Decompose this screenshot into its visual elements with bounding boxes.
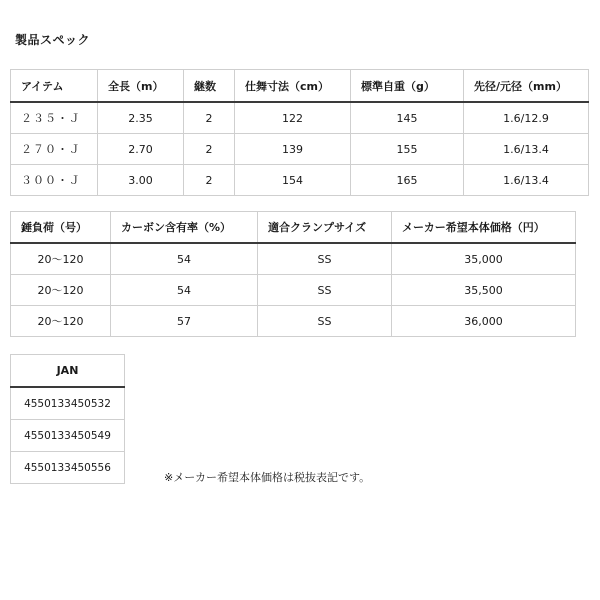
clamp-cell: SS bbox=[258, 306, 392, 337]
col-closed-length-header: 仕舞寸法（cm） bbox=[235, 70, 351, 103]
table-row bbox=[11, 134, 589, 165]
jan-code-cell: 4550133450549 bbox=[11, 420, 125, 452]
closed-length-cell: 122 bbox=[235, 102, 351, 134]
item-cell: ３００・Ｊ bbox=[11, 165, 98, 196]
diameter-cell: 1.6/13.4 bbox=[464, 165, 589, 196]
clamp-cell: SS bbox=[258, 243, 392, 275]
spec-header-row bbox=[11, 70, 589, 103]
jan-header-row bbox=[11, 355, 125, 388]
table-row bbox=[11, 243, 576, 275]
col-clamp-header: 適合クランプサイズ bbox=[258, 212, 392, 244]
table-row bbox=[11, 452, 125, 484]
pieces-cell: 2 bbox=[184, 102, 235, 134]
weight-cell: 165 bbox=[351, 165, 464, 196]
diameter-cell: 1.6/13.4 bbox=[464, 134, 589, 165]
table-row bbox=[11, 165, 589, 196]
jan-table bbox=[10, 354, 125, 484]
pieces-cell: 2 bbox=[184, 165, 235, 196]
col-pieces-header: 継数 bbox=[184, 70, 235, 103]
spec-table bbox=[10, 69, 589, 196]
length-cell: 3.00 bbox=[98, 165, 184, 196]
col-carbon-header: カーボン含有率（%） bbox=[111, 212, 258, 244]
col-item-header: アイテム bbox=[11, 70, 98, 103]
table-row bbox=[11, 102, 589, 134]
col-jan-header: JAN bbox=[11, 355, 125, 388]
carbon-cell: 54 bbox=[111, 275, 258, 306]
table-row bbox=[11, 420, 125, 452]
table-row bbox=[11, 306, 576, 337]
price-note: ※メーカー希望本体価格は税抜表記です。 bbox=[164, 471, 371, 484]
item-cell: ２７０・Ｊ bbox=[11, 134, 98, 165]
col-length-header: 全長（m） bbox=[98, 70, 184, 103]
item-cell: ２３５・Ｊ bbox=[11, 102, 98, 134]
table-row bbox=[11, 275, 576, 306]
carbon-cell: 57 bbox=[111, 306, 258, 337]
jan-code-cell: 4550133450532 bbox=[11, 387, 125, 420]
price-cell: 35,000 bbox=[392, 243, 576, 275]
pieces-cell: 2 bbox=[184, 134, 235, 165]
weight-cell: 155 bbox=[351, 134, 464, 165]
length-cell: 2.35 bbox=[98, 102, 184, 134]
clamp-cell: SS bbox=[258, 275, 392, 306]
price-cell: 35,500 bbox=[392, 275, 576, 306]
table-row bbox=[11, 387, 125, 420]
col-price-header: メーカー希望本体価格（円） bbox=[392, 212, 576, 244]
page-title: 製品スペック bbox=[15, 33, 91, 47]
sinker-load-cell: 20～120 bbox=[11, 243, 111, 275]
sinker-load-cell: 20～120 bbox=[11, 306, 111, 337]
col-sinker-load-header: 錘負荷（号） bbox=[11, 212, 111, 244]
col-weight-header: 標準自重（g） bbox=[351, 70, 464, 103]
col-diameter-header: 先径/元径（mm） bbox=[464, 70, 589, 103]
carbon-cell: 54 bbox=[111, 243, 258, 275]
jan-code-cell: 4550133450556 bbox=[11, 452, 125, 484]
spec2-header-row bbox=[11, 212, 576, 244]
sinker-load-cell: 20～120 bbox=[11, 275, 111, 306]
spec-table-2 bbox=[10, 211, 576, 337]
length-cell: 2.70 bbox=[98, 134, 184, 165]
closed-length-cell: 139 bbox=[235, 134, 351, 165]
price-cell: 36,000 bbox=[392, 306, 576, 337]
diameter-cell: 1.6/12.9 bbox=[464, 102, 589, 134]
weight-cell: 145 bbox=[351, 102, 464, 134]
closed-length-cell: 154 bbox=[235, 165, 351, 196]
